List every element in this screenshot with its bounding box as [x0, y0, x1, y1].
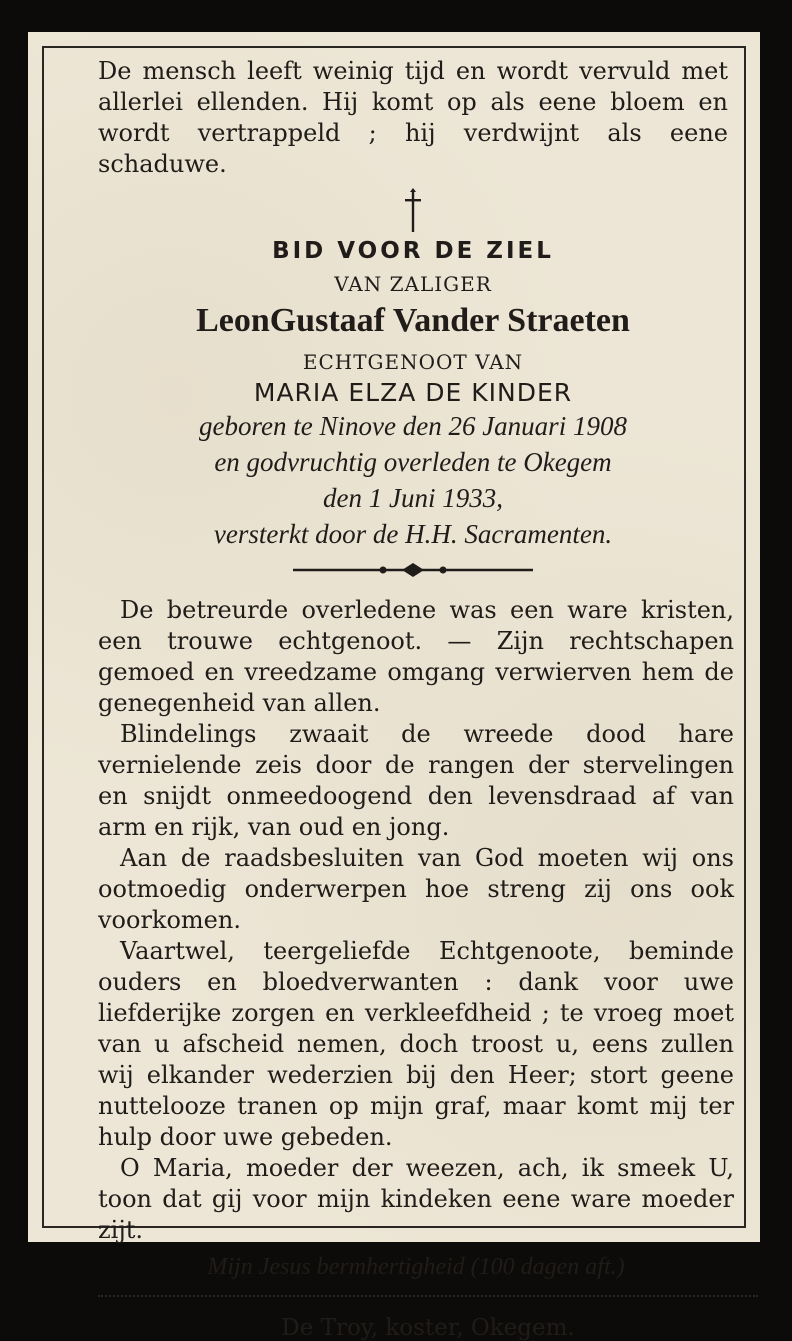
ornament-divider: [98, 551, 728, 589]
eulogy-text: [98, 595, 734, 1246]
paragraph: De betreurde overledene was een ware kristen, een trouwe echtgenoot. — Zijn rechtschapen gemoed en vreedzame omgang verwierven hem de genegenheid van allen.: [98, 596, 734, 717]
cross-icon: [98, 188, 728, 234]
printer-credit: De Troy, koster, Okegem.: [281, 1315, 575, 1341]
van-zaliger: VAN ZALIGER: [334, 272, 492, 296]
prayer-request-heading: BID VOOR DE ZIEL: [272, 238, 554, 264]
paragraph: Blindelings zwaait de wreede dood hare vernielende zeis door de rangen der stervelingen en snijdt onmeedoogend den levensdraad af van arm en rijk, van oud en jong.: [98, 720, 734, 841]
opening-quote: [98, 56, 728, 180]
memorial-card: [28, 32, 760, 1341]
deceased-name: LeonGustaaf Vander Straeten: [196, 302, 630, 339]
paragraph: Vaartwel, teergeliefde Echtgenoote, beminde ouders en bloedverwanten : dank voor uwe liefderijke zorgen en verkleefdheid ; te vroeg moet van u afscheid nemen, doch troost u, eens zullen wij elkander wederzien bij den Heer; stort geene nuttelooze tranen op mijn graf, maar komt mij ter hulp door uwe gebeden.: [98, 937, 734, 1151]
birth-death-info: [98, 409, 728, 551]
spouse-name: MARIA ELZA DE KINDER: [253, 378, 573, 407]
death-line: en godvruchtig overleden te Okegem: [214, 447, 612, 477]
paragraph: O Maria, moeder der weezen, ach, ik smeek U, toon dat gij voor mijn kindeken eene ware moeder zijt.: [98, 1154, 734, 1244]
sacraments-line: versterkt door de H.H. Sacramenten.: [213, 519, 613, 549]
paragraph: Aan de raadsbesluiten van God moeten wij ons ootmoedig onderwerpen hoe streng zij ons ook voorkomen.: [98, 844, 734, 934]
birth-line: geboren te Ninove den 26 Januari 1908: [199, 411, 627, 441]
death-date-line: den 1 Juni 1933,: [323, 483, 503, 513]
indulgence-prayer: Mijn Jesus bermhertigheid (100 dagen aft.): [207, 1254, 625, 1280]
dotted-divider: [98, 1295, 758, 1297]
card-content: [98, 56, 758, 1341]
quote-text: De mensch leeft weinig tijd en wordt vervuld met allerlei ellenden. Hij komt op als eene bloem en wordt vertrappeld ; hij verdwijnt als eene schaduwe.: [98, 57, 728, 178]
spouse-label: ECHTGENOOT VAN: [302, 350, 524, 374]
